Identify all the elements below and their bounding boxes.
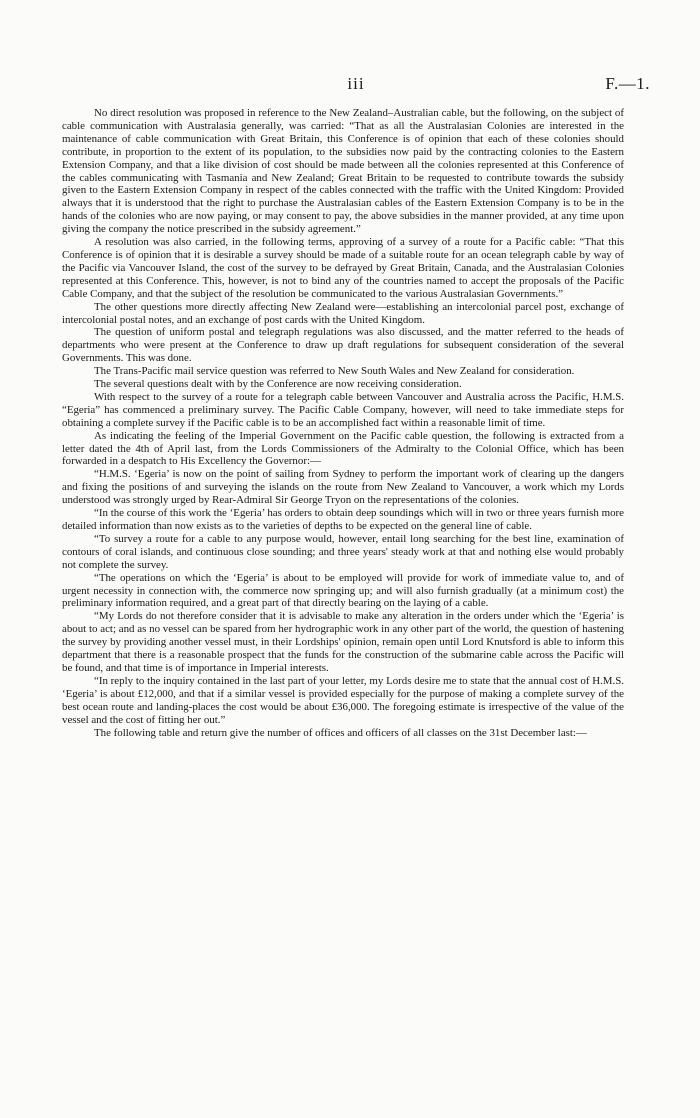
paragraph: No direct resolution was proposed in reference to the New Zealand–Australian cable, but the following, on the subject of cable communication with Australasia generally, was carried: “That as all the Australasian Colonies are interested in the maintenance of cable communication with Great Britain, this Conference is of opinion that each of these colonies should contribute, in proportion to the extent of its population, to the subsidies now paid by the contracting colonies to the Eastern Extension Company, and that a like division of cost should be made between all the colonies represented at this Conference of the cables communicating with Tasmania and New Zealand; Great Britain to be requested to contribute towards the subsidy given to the Eastern Extension Company in respect of the cables connected with the traffic with the United Kingdom: Provided always that it is understood that the right to purchase the Australasian cables of the Eastern Extension Company is to be in the hands of the colonies who are now paying, or may consent to pay, the above subsidies in the manner provided, at any time upon giving the company the notice prescribed in the subsidy agreement.”: [62, 107, 624, 236]
quoted-paragraph: “To survey a route for a cable to any purpose would, however, entail long searching for the best line, examination of contours of coral islands, and continuous close sounding; and three years' steady work at that and nothing else would probably not complete the survey.: [62, 532, 624, 571]
quoted-paragraph: “The operations on which the ‘Egeria’ is about to be employed will provide for work of immediate value to, and of urgent necessity in connection with, the commerce now springing up; and will also furnish gradually (at a minimum cost) the preliminary information required, and a great part of that directly bearing on the laying of a cable.: [62, 571, 624, 610]
paragraph: The following table and return give the number of offices and officers of all classes on the 31st December last:—: [94, 726, 587, 739]
paragraph: The Trans-Pacific mail service question was referred to New South Wales and New Zealand for consideration.: [94, 365, 575, 378]
quoted-paragraph: “In the course of this work the ‘Egeria’ has orders to obtain deep soundings which will in two or three years furnish more detailed information than now exists as to the varieties of depths to be expected on the general line of cable.: [62, 507, 624, 532]
paragraph: A resolution was also carried, in the following terms, approving of a survey of a route for a Pacific cable: “That this Conference is of opinion that it is desirable a survey should be made of a suitable route for an ocean telegraph cable by way of the Pacific via Vancouver Island, the cost of the survey to be defrayed by Great Britain, Canada, and the Australasian Colonies represented at this Conference. This, however, is not to bind any of the countries named to accept the proposals of the Pacific Cable Company, and that the subject of the resolution be communicated to the various Australasian Governments.”: [62, 236, 624, 300]
paragraph: With respect to the survey of a route for a telegraph cable between Vancouver and Australia across the Pacific, H.M.S. “Egeria” has commenced a preliminary survey. The Pacific Cable Company, however, will need to take immediate steps for obtaining a complete survey if the Pacific cable is to be an accomplished fact within a reasonable limit of time.: [62, 390, 624, 429]
page-number: iii: [347, 74, 365, 93]
paragraph: The other questions more directly affecting New Zealand were—establishing an intercolonial parcel post, exchange of intercolonial postal notes, and an exchange of post cards with the United Kingdom.: [62, 300, 624, 326]
paragraph: The question of uniform postal and telegraph regulations was also discussed, and the matter referred to the heads of departments who were present at the Conference to draw up draft regulations for subsequent consideration of the several Governments. This was done.: [62, 326, 624, 365]
document-reference: F.—1.: [605, 74, 650, 93]
page-header: [62, 74, 650, 100]
quoted-paragraph: “In reply to the inquiry contained in the last part of your letter, my Lords desire me to state that the annual cost of H.M.S. ‘Egeria’ is about £12,000, and that if a similar vessel is provided especially for the purpose of making a complete survey of the best ocean route and landing-places the cost would be about £36,000. The foregoing estimate is irrespective of the value of the vessel and the cost of fitting her out.”: [62, 674, 624, 726]
paragraph: The several questions dealt with by the Conference are now receiving consideration.: [94, 378, 462, 391]
body-text: [62, 107, 624, 739]
paragraph: As indicating the feeling of the Imperial Government on the Pacific cable question, the following is extracted from a letter dated the 4th of April last, from the Lords Commissioners of the Admiralty to the Colonial Office, which has been forwarded in a despatch to His Excellency the Governor:—: [62, 429, 624, 468]
quoted-paragraph: “My Lords do not therefore consider that it is advisable to make any alteration in the orders under which the ‘Egeria’ is about to act; and as no vessel can be spared from her hydrographic work in any other part of the world, the question of hastening the survey by providing another vessel must, in their Lordships' opinion, remain open until Lord Knutsford is able to inform this department that there is a reasonable prospect that the funds for the construction of the submarine cable across the Pacific will be found, and that time is of importance in Imperial interests.: [62, 610, 624, 674]
quoted-paragraph: “H.M.S. ‘Egeria’ is now on the point of sailing from Sydney to perform the important work of clearing up the dangers and fixing the positions of and surveying the islands on the route from New Zealand to Vancouver, a work which my Lords understood was strongly urged by Rear-Admiral Sir George Tryon on the representations of the colonies.: [62, 468, 624, 507]
